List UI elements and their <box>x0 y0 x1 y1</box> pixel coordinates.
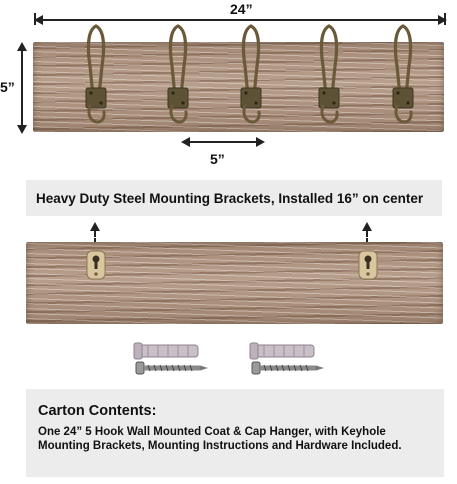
width-label: 24” <box>230 1 253 17</box>
height-label: 5” <box>0 79 15 95</box>
brackets-heading-box <box>26 180 442 216</box>
hook-icon <box>86 26 106 122</box>
spacing-dimension <box>181 138 264 148</box>
hook-icon <box>241 26 261 122</box>
hook-icon <box>168 26 188 122</box>
spacing-label: 5” <box>210 151 225 167</box>
wall-anchor-icon <box>250 343 314 359</box>
carton-description: One 24” 5 Hook Wall Mounted Coat & Cap Hanger, with Keyhole Mounting Brackets, Mounting Instructions and Hardware Included. <box>38 426 402 452</box>
carton-title: Carton Contents: <box>38 403 157 419</box>
wall-anchor-icon <box>134 343 198 359</box>
hooks-group <box>33 20 444 135</box>
hook-icon <box>319 26 339 122</box>
keyhole-bracket-icon <box>356 250 380 280</box>
screw-icon <box>252 362 324 374</box>
brackets-heading: Heavy Duty Steel Mounting Brackets, Installed 16” on center <box>36 191 424 206</box>
hook-icon <box>393 26 413 122</box>
hardware-set-right <box>246 340 336 380</box>
hardware-set-left <box>130 340 220 380</box>
carton-contents-box <box>26 389 444 477</box>
screw-icon <box>136 362 208 374</box>
keyhole-bracket-icon <box>84 250 108 280</box>
height-dimension <box>17 42 29 134</box>
